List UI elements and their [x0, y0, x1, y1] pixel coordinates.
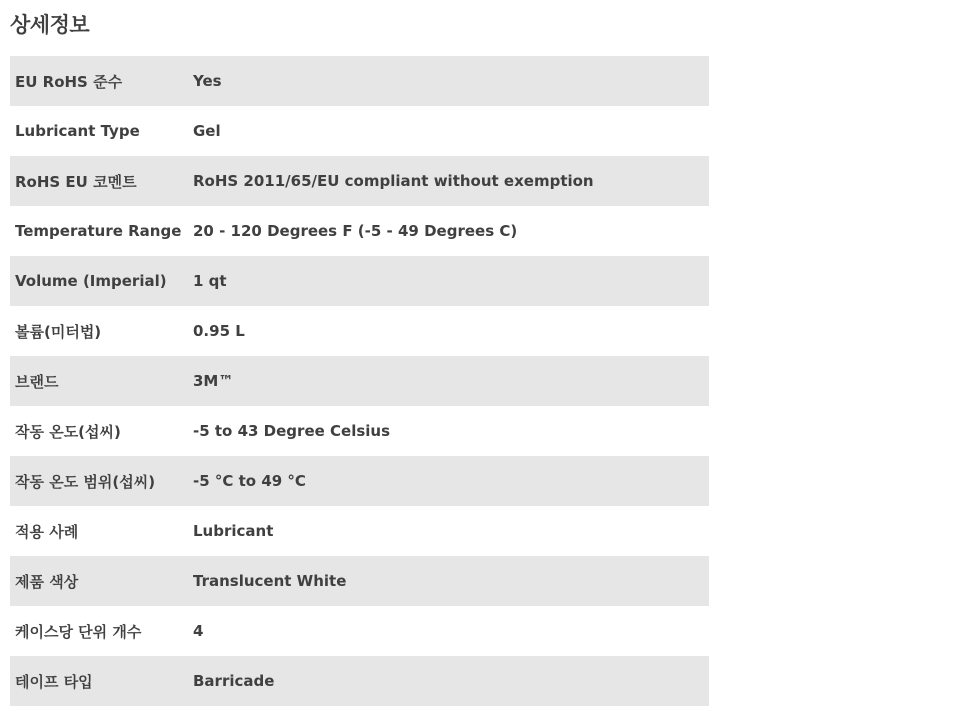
- spec-value: Barricade: [193, 656, 709, 706]
- spec-label: Temperature Range: [15, 222, 182, 240]
- spec-row-brand: [10, 356, 709, 406]
- spec-value: Yes: [193, 56, 709, 106]
- spec-row-rohs-comment: [10, 156, 709, 206]
- spec-value: -5 °C to 49 °C: [193, 456, 709, 506]
- spec-value: Translucent White: [193, 556, 709, 606]
- spec-value: RoHS 2011/65/EU compliant without exemption: [193, 156, 709, 206]
- spec-label: RoHS EU 코멘트: [10, 156, 193, 206]
- spec-value: 4: [193, 622, 204, 640]
- spec-label: 볼륨(미터법): [15, 322, 102, 341]
- spec-row-lubricant-type: [10, 106, 709, 156]
- spec-row-application: [10, 506, 709, 556]
- spec-label: EU RoHS 준수: [10, 56, 193, 106]
- spec-value: 20 - 120 Degrees F (-5 - 49 Degrees C): [193, 222, 518, 240]
- spec-label: Volume (Imperial): [10, 256, 193, 306]
- spec-value: Gel: [193, 122, 221, 140]
- spec-value: -5 to 43 Degree Celsius: [193, 422, 391, 440]
- spec-row-operating-temp: [10, 406, 709, 456]
- spec-label: 작동 온도(섭씨): [15, 422, 121, 441]
- spec-label: Lubricant Type: [15, 122, 140, 140]
- spec-row-volume-metric: [10, 306, 709, 356]
- spec-value: 0.95 L: [193, 322, 245, 340]
- spec-label: 케이스당 단위 개수: [15, 622, 142, 641]
- spec-label: 브랜드: [10, 356, 193, 406]
- spec-row-units-per-case: [10, 606, 709, 656]
- spec-value: Lubricant: [193, 522, 274, 540]
- spec-row-product-color: [10, 556, 709, 606]
- spec-row-volume-imperial: [10, 256, 709, 306]
- spec-row-eu-rohs: [10, 56, 709, 106]
- spec-label: 제품 색상: [10, 556, 193, 606]
- spec-table-body: [10, 56, 709, 706]
- spec-label: 작동 온도 범위(섭씨): [10, 456, 193, 506]
- spec-label: 테이프 타입: [10, 656, 193, 706]
- spec-label: 적용 사례: [15, 522, 79, 541]
- spec-row-operating-temp-range: [10, 456, 709, 506]
- spec-table: [10, 56, 709, 706]
- spec-row-temperature-range: [10, 206, 709, 256]
- spec-row-tape-type: [10, 656, 709, 706]
- section-title: 상세정보: [10, 13, 90, 37]
- spec-value: 1 qt: [193, 256, 709, 306]
- spec-value: 3M™: [193, 356, 709, 406]
